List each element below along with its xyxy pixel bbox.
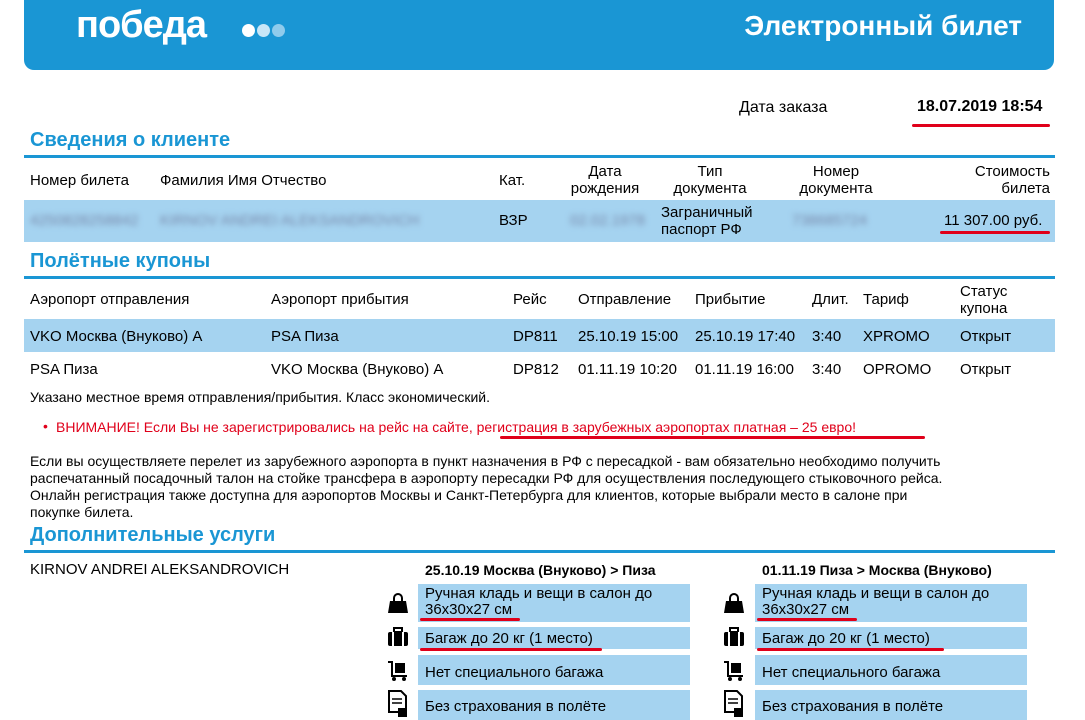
cart-icon (386, 659, 410, 683)
service-handbag-text (762, 586, 989, 618)
suitcase-icon (722, 627, 746, 647)
flight-fare: XPROMO (863, 328, 930, 345)
highlight-underline (500, 436, 925, 439)
col-duration: Длит. (812, 291, 849, 308)
flight-departure: 25.10.19 15:00 (578, 328, 679, 345)
col-coupon-status: Статус купона (960, 283, 1008, 317)
service-baggage-text: Багаж до 20 кг (1 место) (762, 630, 930, 647)
col-cost: Стоимость билета (974, 163, 1050, 197)
cart-icon (722, 659, 746, 683)
warning-text: ВНИМАНИЕ! Если Вы не зарегистрировались на рейс на сайте, (56, 419, 473, 435)
section-divider (24, 550, 1055, 553)
suitcase-icon (386, 627, 410, 647)
services-section-title: Дополнительные услуги (30, 524, 276, 546)
flight-dep-airport: VKO Москва (Внуково) А (30, 328, 203, 345)
logo-dot (242, 24, 255, 37)
cost-value: 11 307.00 руб. (944, 212, 1043, 229)
section-divider (24, 276, 1055, 279)
col-doc-number: Номер документа (799, 163, 873, 197)
highlight-underline (420, 618, 520, 621)
info-line: покупке билета. (30, 504, 134, 520)
col-doc-type: Тип документа (673, 163, 747, 197)
highlight-underline (757, 648, 944, 651)
col-ticket-number: Номер билета (30, 172, 129, 189)
flight-fare: OPROMO (863, 361, 932, 378)
order-date-label: Дата заказа (739, 99, 828, 116)
col-arrival: Прибытие (695, 291, 766, 308)
col-flight: Рейс (513, 291, 547, 308)
service-leg-route: 25.10.19 Москва (Внуково) > Пиза (425, 562, 656, 578)
logo-dots (242, 24, 287, 42)
flight-status: Открыт (960, 361, 1012, 378)
section-divider (24, 155, 1055, 158)
info-line: распечатанный посадочный талон на стойке трансфера в аэропорту пересадки РФ для осуществления последующего стыковочного рейса. (30, 470, 943, 486)
transfer-info-paragraph (30, 453, 942, 521)
insurance-doc-icon (386, 690, 410, 718)
flight-arrival: 25.10.19 17:40 (695, 328, 796, 345)
info-line: Онлайн регистрация также доступна для аэропортов Москвы и Санкт-Петербурга для клиентов, которые выбрали место в салоне при (30, 487, 908, 503)
pobeda-logo: победа (76, 4, 207, 46)
col-departure: Отправление (578, 291, 672, 308)
service-line: Ручная кладь и вещи в салон до (762, 585, 990, 602)
flight-arrival: 01.11.19 16:00 (695, 361, 794, 378)
service-handbag-text (425, 586, 652, 618)
flight-departure: 01.11.19 10:20 (578, 361, 677, 378)
flight-duration: 3:40 (812, 328, 842, 345)
flight-arr-airport: VKO Москва (Внуково) А (271, 361, 444, 378)
warning-bullet: • (43, 418, 48, 434)
registration-warning (56, 419, 856, 435)
logo-dot (272, 24, 285, 37)
service-special-baggage-text: Нет специального багажа (425, 664, 604, 681)
client-section-title: Сведения о клиенте (30, 129, 231, 151)
info-line: Если вы осуществляете перелет из зарубежного аэропорта в пункт назначения в РФ с пересадкой - вам обязательно необходимо получить (30, 453, 941, 469)
ticket-header (24, 0, 1054, 70)
local-time-note: Указано местное время отправления/прибытия. Класс экономический. (30, 389, 490, 405)
service-line: 36х30х27 см (762, 601, 850, 618)
handbag-icon (722, 592, 746, 616)
service-line: 36х30х27 см (425, 601, 513, 618)
flight-dep-airport: PSA Пиза (30, 361, 98, 378)
category-value: ВЗР (499, 212, 528, 229)
e-ticket-title: Электронный билет (744, 10, 1022, 41)
highlight-underline (420, 648, 602, 651)
flight-duration: 3:40 (812, 361, 842, 378)
flight-status: Открыт (960, 328, 1012, 345)
birth-date-value: 02.02.1978 (570, 212, 646, 229)
flight-number: DP811 (513, 328, 558, 345)
col-category: Кат. (499, 172, 526, 189)
flights-section-title: Полётные купоны (30, 250, 211, 272)
col-fio: Фамилия Имя Отчество (160, 172, 327, 189)
service-special-baggage-text: Нет специального багажа (762, 664, 941, 681)
doc-number-value: 738685724 (792, 212, 868, 229)
warning-fee-text: регистрация в зарубежных аэропортах платная – 25 евро! (476, 419, 857, 435)
service-passenger-name: KIRNOV ANDREI ALEKSANDROVICH (30, 561, 290, 578)
logo-dot (257, 24, 270, 37)
service-leg-route: 01.11.19 Пиза > Москва (Внуково) (762, 562, 992, 578)
service-insurance-text: Без страхования в полёте (762, 698, 944, 715)
flight-arr-airport: PSA Пиза (271, 328, 339, 345)
handbag-icon (386, 592, 410, 616)
doc-type-value: Заграничный паспорт РФ (661, 204, 753, 238)
order-date-value: 18.07.2019 18:54 (917, 98, 1043, 115)
highlight-underline (940, 231, 1050, 234)
fio-value: KIRNOV ANDREI ALEKSANDROVICH (160, 212, 420, 229)
service-baggage-text: Багаж до 20 кг (1 место) (425, 630, 593, 647)
col-fare: Тариф (863, 291, 909, 308)
highlight-underline (912, 124, 1050, 127)
service-line: Ручная кладь и вещи в салон до (425, 585, 653, 602)
ticket-number-value: 4250828258842 (30, 212, 139, 229)
service-insurance-text: Без страхования в полёте (425, 698, 607, 715)
insurance-doc-icon (722, 690, 746, 718)
col-arr-airport: Аэропорт прибытия (271, 291, 409, 308)
highlight-underline (757, 618, 857, 621)
col-birth-date: Дата рождения (570, 163, 640, 197)
col-dep-airport: Аэропорт отправления (30, 291, 190, 308)
flight-number: DP812 (513, 361, 559, 378)
